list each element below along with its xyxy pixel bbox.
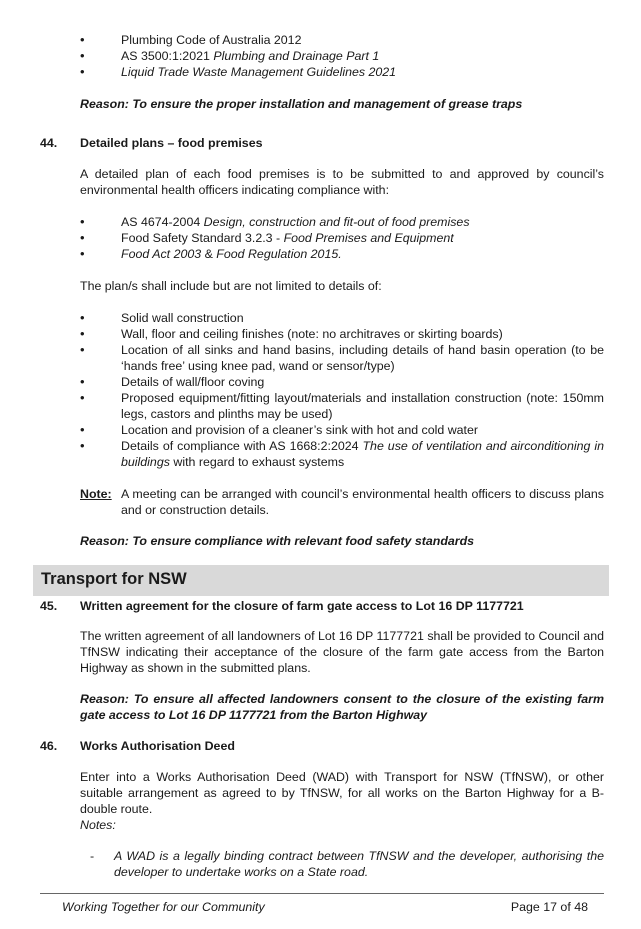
list-item: [121, 246, 604, 262]
note-label: Note:: [80, 487, 112, 501]
bullet-icon: •: [80, 230, 85, 245]
list-item-text: &: [201, 247, 217, 261]
list-item-text: Plumbing Code of Australia 2012: [121, 33, 302, 47]
notes-label: Notes:: [80, 818, 116, 832]
bullet-icon: •: [80, 422, 85, 437]
bullet-icon: •: [80, 342, 85, 357]
condition-44-intro: A detailed plan of each food premises is to be submitted to and approved by council’s environmental health officers indicating compliance with:: [80, 167, 604, 197]
condition-number-45: 45.: [40, 599, 58, 613]
condition-title-45: Written agreement for the closure of farm gate access to Lot 16 DP 1177721: [80, 599, 524, 613]
bullet-icon: •: [80, 390, 85, 405]
list-item: [121, 48, 604, 64]
section-heading-band: [33, 565, 609, 596]
condition-number-46: 46.: [40, 739, 58, 753]
bullet-icon: •: [80, 374, 85, 389]
condition-46-body: Enter into a Works Authorisation Deed (WAD) with Transport for NSW (TfNSW), or other suitable arrangement as agreed to by TfNSW, for all works on the Barton Highway for a B-double route.: [80, 770, 604, 816]
reason-food-safety: Reason: To ensure compliance with relevant food safety standards: [80, 534, 475, 548]
list-item-italic: Food Regulation 2015.: [216, 247, 342, 261]
list-item: Details of wall/floor coving: [121, 375, 265, 389]
page-number: Page 17 of 48: [510, 900, 588, 914]
list-item: [121, 230, 604, 246]
section-heading: Transport for NSW: [41, 570, 187, 588]
list-item: Solid wall construction: [121, 311, 244, 325]
list-item-italic: Plumbing and Drainage Part 1: [213, 49, 380, 63]
reason-landowner-consent: Reason: To ensure all affected landowners consent to the closure of the existing farm gate access to Lot 16 DP 1177721 from the Barton Highway: [80, 692, 604, 722]
list-item: [121, 214, 604, 230]
list-item-italic: The use of ventilation and airconditioning in buildings: [121, 439, 604, 469]
bullet-icon: •: [80, 214, 85, 229]
condition-45-body: The written agreement of all landowners of Lot 16 DP 1177721 shall be provided to Council and TfNSW indicating their acceptance of the closure of the farm gate access from the Barton Highway as shown in the submitted plans.: [80, 629, 604, 675]
reason-grease-traps: Reason: To ensure the proper installation and management of grease traps: [80, 97, 523, 111]
list-item-italic: Food Premises and Equipment: [283, 231, 454, 245]
list-item: Location and provision of a cleaner’s sink with hot and cold water: [121, 423, 479, 437]
list-item: Proposed equipment/fitting layout/materials and installation construction (note: 150mm legs, castors and plinths may be used): [121, 391, 604, 421]
list-item-italic: Liquid Trade Waste Management Guidelines 2021: [121, 65, 397, 79]
list-item-italic: Design, construction and fit-out of food premises: [203, 215, 470, 229]
wad-note: A WAD is a legally binding contract between TfNSW and the developer, authorising the developer to undertake works on a State road.: [114, 849, 604, 879]
condition-number-44: 44.: [40, 136, 58, 150]
dash-marker: -: [90, 849, 95, 863]
bullet-icon: •: [80, 326, 85, 341]
condition-title-46: Works Authorisation Deed: [80, 739, 235, 753]
bullet-icon: •: [80, 246, 85, 261]
note-text: A meeting can be arranged with council’s environmental health officers to discuss plans and or construction details.: [121, 487, 604, 517]
list-item-text: with regard to exhaust systems: [169, 455, 345, 469]
list-item-text: AS 3500:1:2021: [121, 49, 214, 63]
footer-tagline: Working Together for our Community: [62, 900, 265, 914]
footer-divider: [40, 893, 604, 894]
list-item: [121, 32, 604, 48]
list-item-text: AS 4674-2004: [121, 215, 204, 229]
plans-intro: The plan/s shall include but are not limited to details of:: [80, 279, 382, 293]
list-item: [121, 64, 604, 80]
bullet-icon: •: [80, 48, 85, 63]
condition-title-44: Detailed plans – food premises: [80, 136, 263, 150]
bullet-icon: •: [80, 64, 85, 79]
bullet-icon: •: [80, 438, 85, 453]
list-item: [121, 438, 604, 470]
list-item: Location of all sinks and hand basins, including details of hand basin operation (to be ‘hands free’ using knee pad, wand or sensor/type): [121, 343, 604, 373]
list-item: Wall, floor and ceiling finishes (note: no architraves or skirting boards): [121, 327, 503, 341]
list-item-text: Details of compliance with AS 1668:2:2024: [121, 439, 363, 453]
list-item-text: Food Safety Standard 3.2.3 -: [121, 231, 284, 245]
list-item-italic: Food Act 2003: [121, 247, 202, 261]
bullet-icon: •: [80, 310, 85, 325]
bullet-icon: •: [80, 32, 85, 47]
